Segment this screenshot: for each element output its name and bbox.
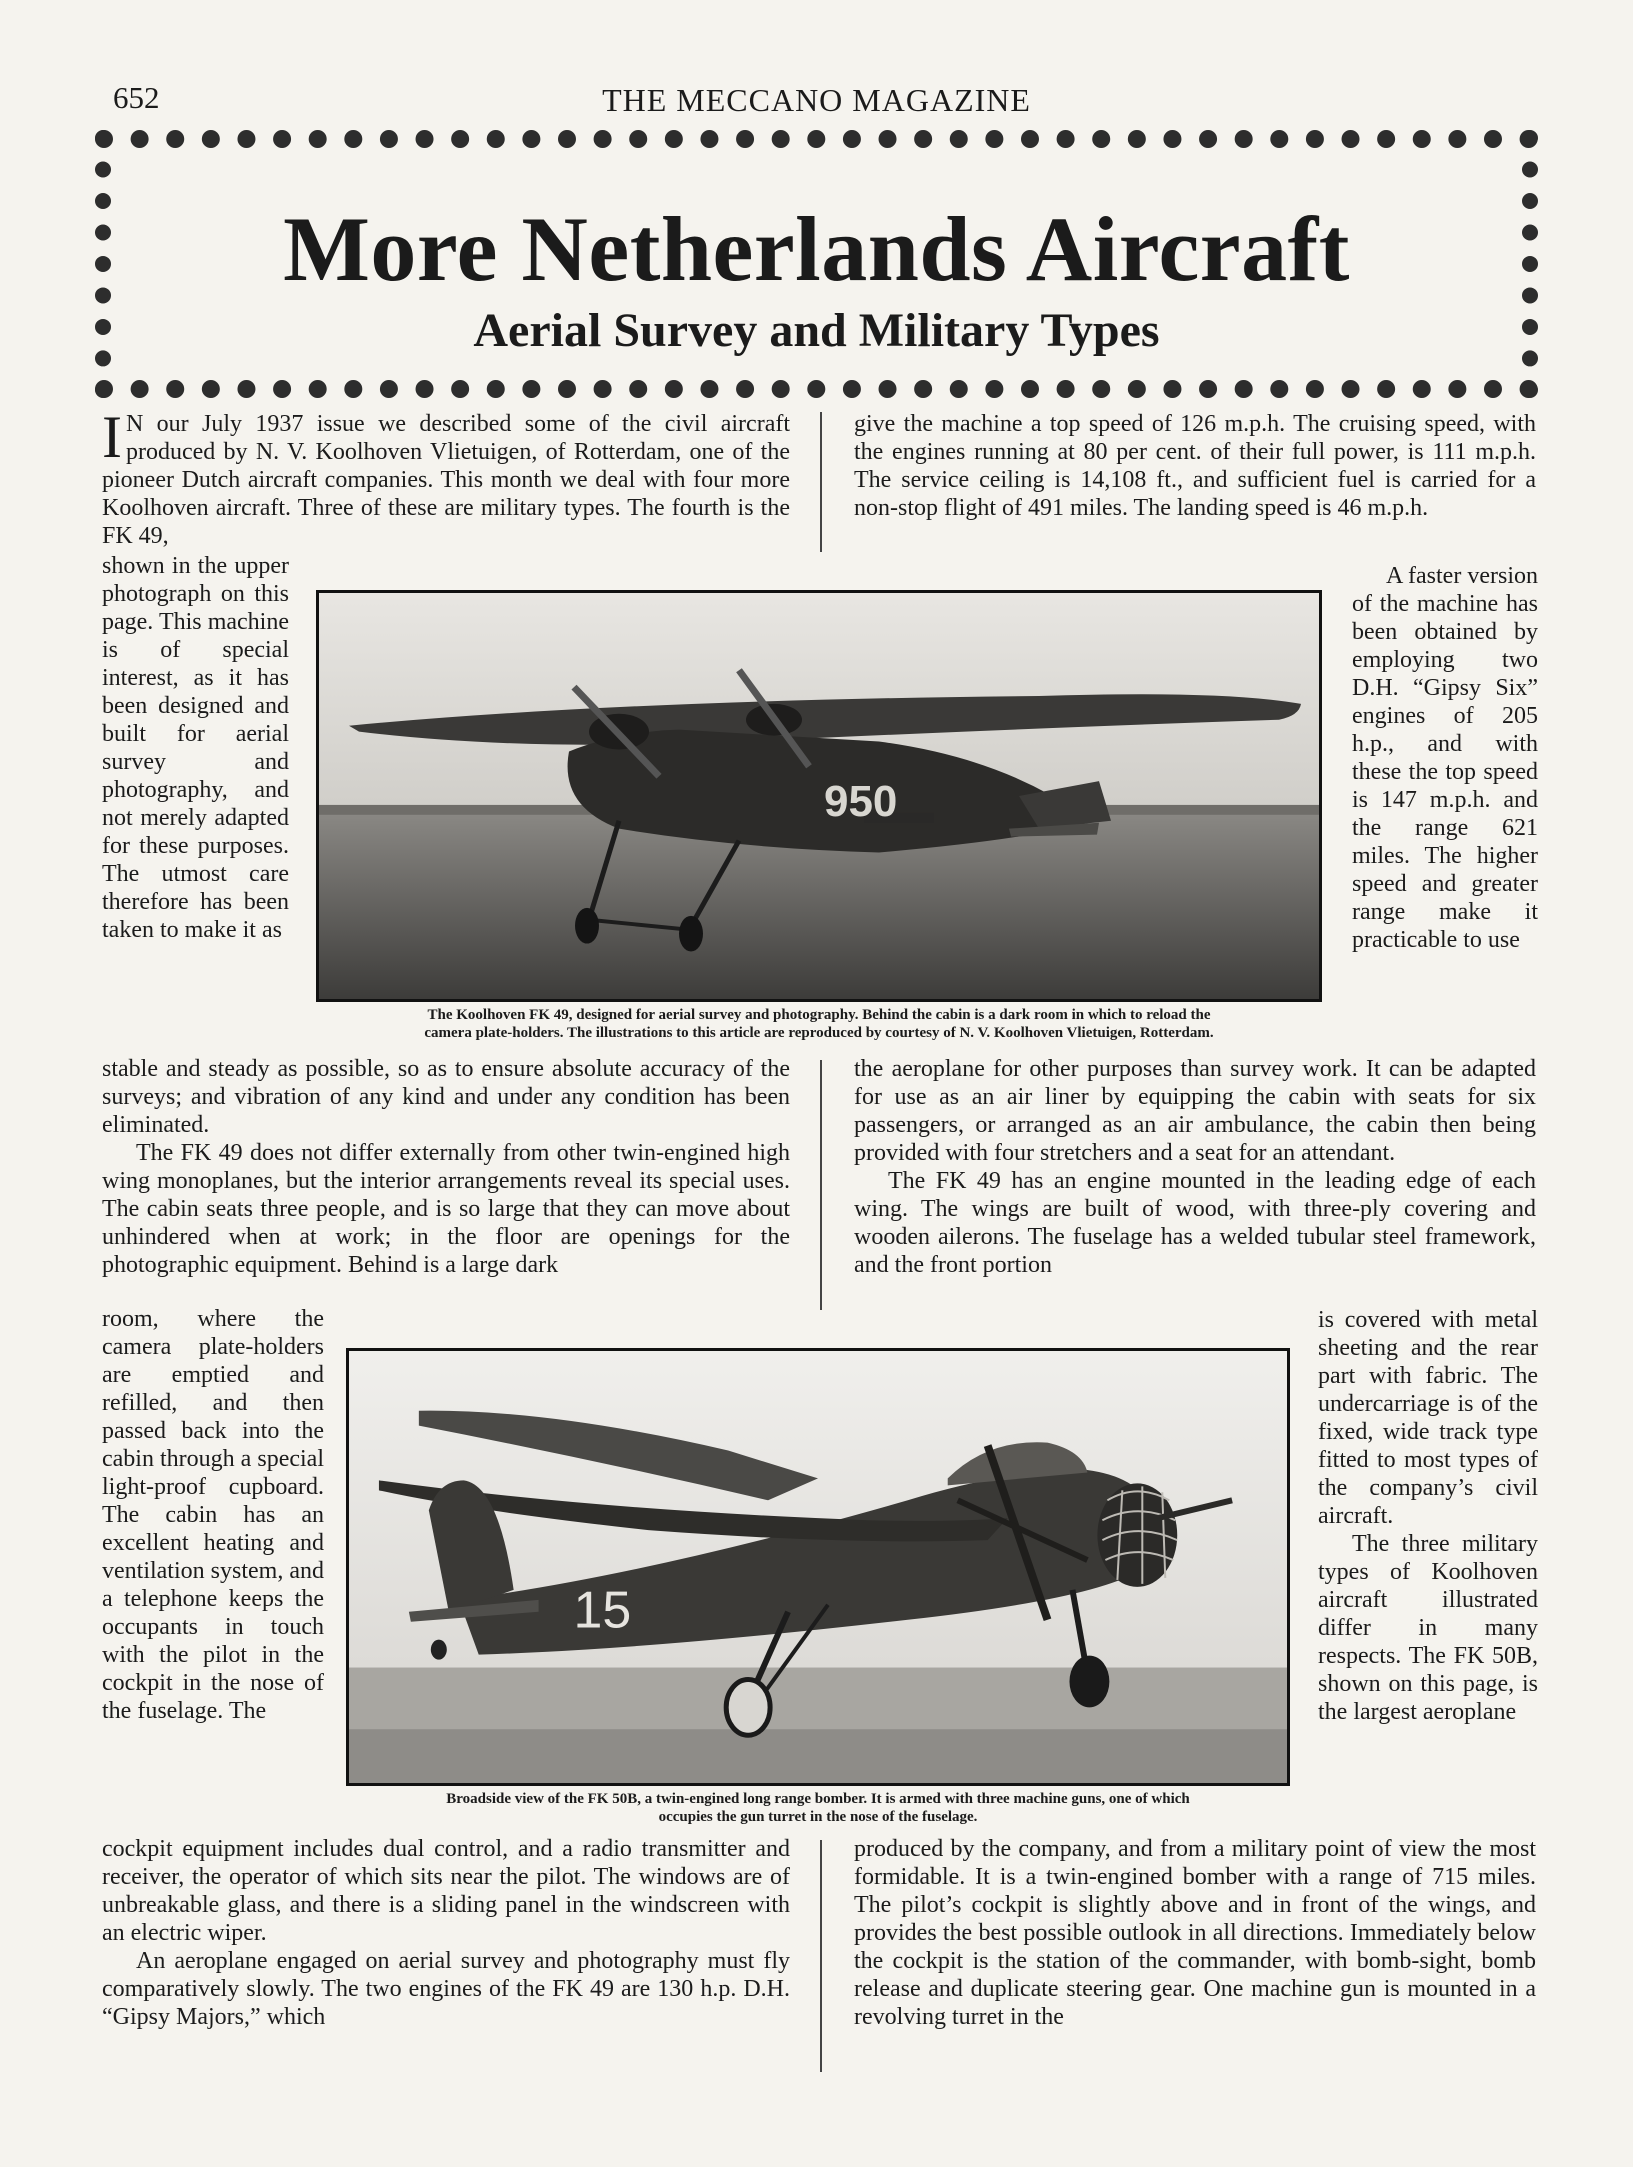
column-narrow-left-2: [102, 1305, 324, 1725]
column-bottom-right: [854, 1835, 1536, 2031]
column-top-right: [854, 410, 1536, 522]
column-rule: [820, 1840, 822, 2072]
mid-right-paragraph-1: the aeroplane for other purposes than survey work. It can be adapted for use as an air liner by equipping the cabin with seats for six passengers, or arranged as an air ambulance, the cabin then being provided with four stretchers and a seat for an attendant.: [854, 1056, 1536, 1166]
narrow-right-2-paragraph-2: The three military types of Koolhoven aircraft illustrated differ in many respects. The FK 50B, shown on this page, is the largest aeroplane: [1318, 1531, 1538, 1725]
mid-left-paragraph-2: The FK 49 does not differ externally from other twin-engined high wing monoplanes, but the interior arrangements reveal its special uses. The cabin seats three people, and is so large that they can move about unhindered when at work; in the floor are openings for the photographic equipment. Behind is a large dark: [102, 1140, 790, 1278]
drop-cap: I: [102, 404, 122, 470]
intro-text: N our July 1937 issue we described some of the civil aircraft produced by N. V. Koolhoven Vlietuigen, of Rotterdam, one of the pioneer Dutch aircraft companies. This month we deal with four more Koolhoven aircraft. Three of these are military types. The fourth is the FK 49,: [102, 411, 790, 549]
running-head: THE MECCANO MAGAZINE: [602, 82, 1031, 118]
column-rule: [820, 412, 822, 552]
photo-fk49-caption: [316, 1006, 1322, 1042]
caption-line: The Koolhoven FK 49, designed for aerial survey and photography. Behind the cabin is a dark room in which to reload the: [427, 1007, 1211, 1023]
mid-right-paragraph-2: The FK 49 has an engine mounted in the leading edge of each wing. The wings are built of wood, with three-ply covering and wooden ailerons. The fuselage has a welded tubular steel framework, and the front portion: [854, 1168, 1536, 1278]
column-rule: [820, 1060, 822, 1310]
narrow-left-2-text: room, where the camera plate-holders are emptied and refilled, and then passed back into the cabin through a special light-proof cupboard. The cabin has an excellent heating and ventilation system, and a telephone keeps the occupants in touch with the pilot in the cockpit in the nose of the fuselage. The: [102, 1306, 324, 1724]
page-number: 652: [113, 80, 160, 115]
column-bottom-left: [102, 1835, 790, 2031]
article-title: More Netherlands Aircraft: [283, 198, 1350, 300]
fk49-aircraft-image: [319, 593, 1319, 999]
top-right-paragraph: give the machine a top speed of 126 m.p.h. The cruising speed, with the engines running at 80 per cent. of their full power, is 111 m.p.h. The service ceiling is 14,108 ft., and sufficient fuel is carried for a non-stop flight of 491 miles. The landing speed is 46 m.p.h.: [854, 411, 1536, 521]
mid-left-paragraph-1: stable and steady as possible, so as to ensure absolute accuracy of the surveys; and vibration of any kind and under any condition has been eliminated.: [102, 1056, 790, 1138]
article-subtitle: Aerial Survey and Military Types: [473, 304, 1160, 357]
photo-fk50b: [346, 1348, 1290, 1786]
narrow-right-1-text: A faster version of the machine has been obtained by employing two D.H. “Gipsy Six” engines of 205 h.p., and with these the top speed is 147 m.p.h. and the range 621 miles. The higher speed and greater range make it practicable to use: [1352, 563, 1538, 953]
caption-line: occupies the gun turret in the nose of the fuselage.: [658, 1809, 978, 1825]
caption-line: Broadside view of the FK 50B, a twin-engined long range bomber. It is armed with three machine guns, one of which: [446, 1791, 1190, 1807]
narrow-right-2-paragraph-1: is covered with metal sheeting and the rear part with fabric. The undercarriage is of the fixed, wide track type fitted to most types of the company’s civil aircraft.: [1318, 1307, 1538, 1529]
narrow-left-1-text: shown in the upper photograph on this page. This machine is of special interest, as it has been designed and built for aerial survey and photography, and not merely adapted for these purposes. The utmost care therefore has been taken to make it as: [102, 553, 289, 943]
intro-paragraph: [102, 404, 790, 550]
caption-line: camera plate-holders. The illustrations to this article are reproduced by courtesy of N. V. Koolhoven Vlietuigen, Rotterdam.: [424, 1025, 1214, 1041]
fuselage-number: 950: [824, 776, 898, 826]
bottom-left-paragraph-1: cockpit equipment includes dual control, and a radio transmitter and receiver, the operator of which sits near the pilot. The windows are of unbreakable glass, and there is a sliding panel in the windscreen with an electric wiper.: [102, 1836, 790, 1946]
column-mid-left: [102, 1055, 790, 1279]
photo-fk50b-caption: [346, 1790, 1290, 1826]
fuselage-number: 15: [573, 1580, 632, 1639]
column-top-left: [102, 404, 790, 550]
column-narrow-right-2: [1318, 1306, 1538, 1726]
bottom-left-paragraph-2: An aeroplane engaged on aerial survey and photography must fly comparatively slowly. The two engines of the FK 49 are 130 h.p. D.H. “Gipsy Majors,” which: [102, 1948, 790, 2030]
column-narrow-left-1: [102, 552, 289, 944]
column-mid-right: [854, 1055, 1536, 1279]
column-narrow-right-1: [1352, 562, 1538, 954]
fk50b-aircraft-image: [349, 1351, 1287, 1783]
photo-fk49: [316, 590, 1322, 1002]
bottom-right-paragraph-1: produced by the company, and from a military point of view the most formidable. It is a twin-engined bomber with a range of 715 miles. The pilot’s cockpit is slightly above and in front of the wings, and provides the best possible outlook in all directions. Immediately below the cockpit is the station of the commander, with bomb-sight, bomb release and duplicate steering gear. One machine gun is mounted in a revolving turret in the: [854, 1836, 1536, 2030]
